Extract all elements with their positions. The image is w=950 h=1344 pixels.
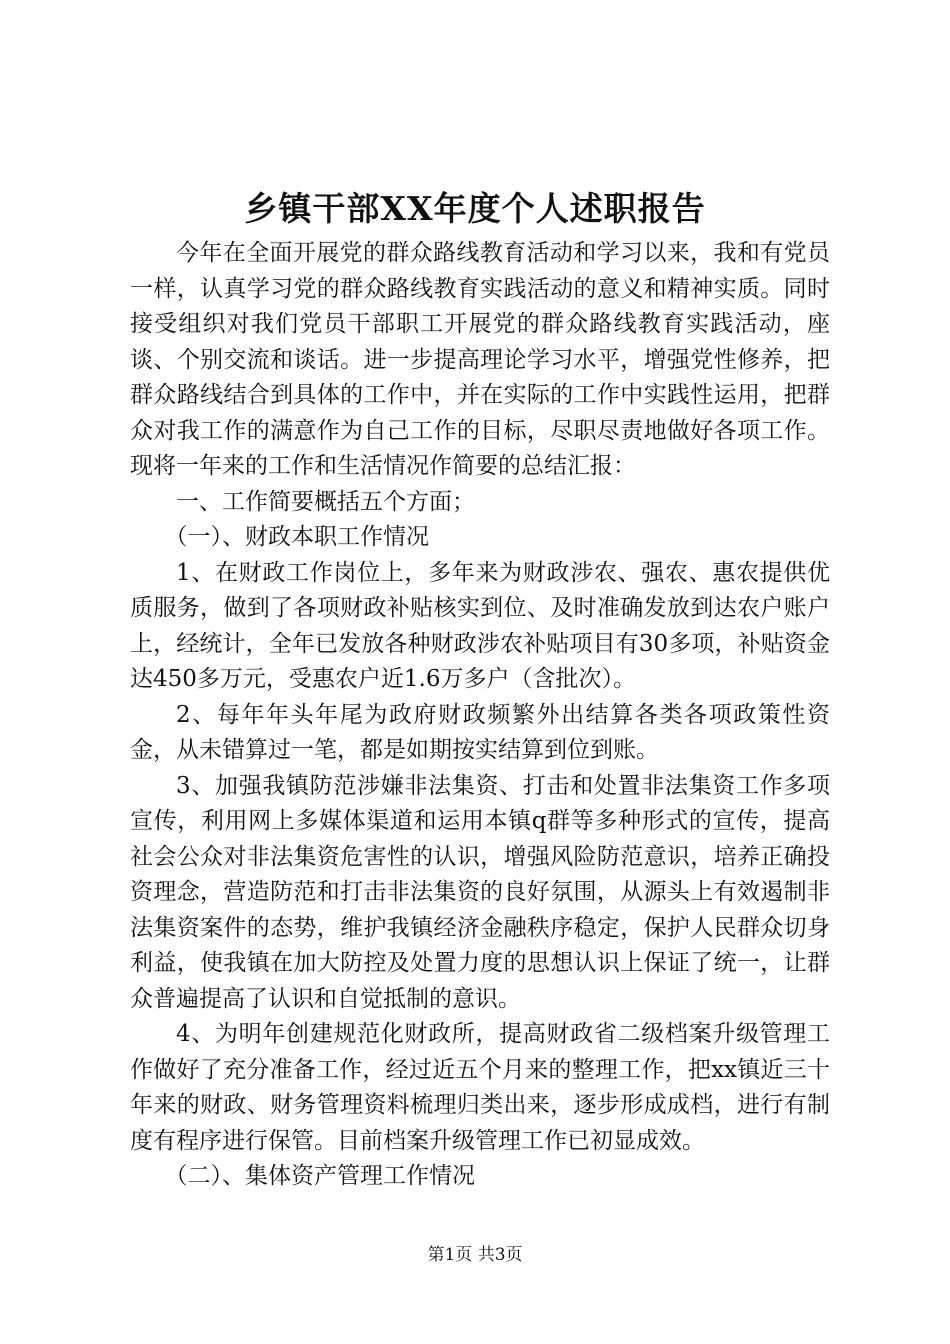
body-paragraph: 2、每年年头年尾为政府财政频繁外出结算各类各项政策性资金，从未错算过一笔，都是如期按实结算到位到账。 (130, 701, 830, 763)
body-paragraph: 1、在财政工作岗位上，多年来为财政涉农、强农、惠农提供优质服务，做到了各项财政补贴核实到位、及时准确发放到达农户账户上，经统计，全年已发放各种财政涉农补贴项目有30多项，补贴资金达450多万元，受惠农户近1.6万多户（含批次）。 (130, 559, 830, 692)
section-heading: 一、工作简要概括五个方面； (176, 488, 475, 515)
document-title: 乡镇干部XX年度个人述职报告 (244, 189, 706, 228)
body-paragraph: 4、为明年创建规范化财政所，提高财政省二级档案升级管理工作做好了充分准备工作，经过近五个月来的整理工作，把xx镇近三十年来的财政、财务管理资料梳理归类出来，逐步形成成档，进行有制度有程序进行保管。目前档案升级管理工作已初显成效。 (130, 1021, 830, 1154)
page-footer: 第1页 共3页 (427, 1245, 523, 1265)
intro-paragraph: 今年在全面开展党的群众路线教育活动和学习以来，我和有党员一样，认真学习党的群众路线教育实践活动的意义和精神实质。同时接受组织对我们党员干部职工开展党的群众路线教育实践活动，座谈、个别交流和谈话。进一步提高理论学习水平，增强党性修养，把群众路线结合到具体的工作中，并在实际的工作中实践性运用，把群众对我工作的满意作为自己工作的目标，尽职尽责地做好各项工作。现将一年来的工作和生活情况作简要的总结汇报： (130, 240, 830, 479)
subsection-heading: （一）、财政本职工作情况 (164, 524, 429, 550)
body-paragraph: 3、加强我镇防范涉嫌非法集资、打击和处置非法集资工作多项宣传，利用网上多媒体渠道和运用本镇q群等多种形式的宣传，提高社会公众对非法集资危害性的认识，增强风险防范意识，培养正确投资理念，营造防范和打击非法集资的良好氛围，从源头上有效遏制非法集资案件的态势，维护我镇经济金融秩序稳定，保护人民群众切身利益，使我镇在加大防控及处置力度的思想认识上保证了统一，让群众普遍提高了认识和自觉抵制的意识。 (130, 772, 830, 1012)
subsection-heading: （二）、集体资产管理工作情况 (164, 1163, 475, 1189)
document-body (130, 236, 830, 1195)
